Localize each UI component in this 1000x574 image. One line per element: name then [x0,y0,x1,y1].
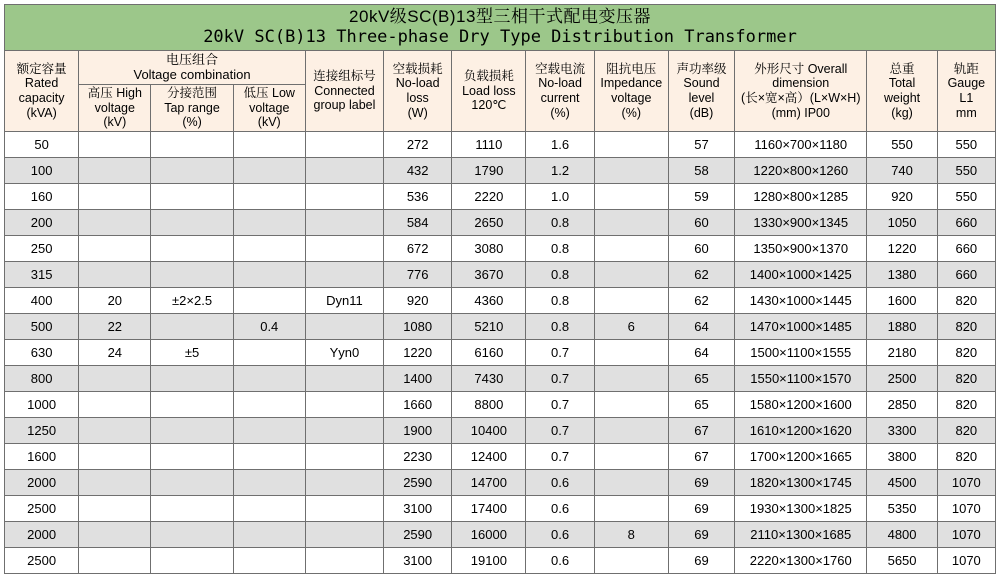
col-header-total-weight [867,51,937,132]
cell-hv [79,444,151,470]
title-row [5,5,996,51]
cell-noload-current: 0.8 [526,262,594,288]
no-load-current-unit: (%) [550,105,570,120]
cell-dimension: 1160×700×1180 [735,132,867,158]
cell-conn: Dyn11 [305,288,383,314]
cell-impedance [594,340,668,366]
sound-level-en: Sound level [683,76,720,106]
cell-hv [79,418,151,444]
table-row [5,340,996,366]
voltage-combination-cn: 电压组合 [166,52,219,68]
cell-capacity: 50 [5,132,79,158]
cell-noload-current: 0.8 [526,314,594,340]
cell-tap [151,496,233,522]
cell-gauge: 1070 [937,548,995,574]
table-row [5,470,996,496]
cell-dimension: 1580×1200×1600 [735,392,867,418]
cell-noload-loss: 3100 [384,548,452,574]
cell-load-loss: 4360 [452,288,526,314]
col-header-hv [79,84,151,131]
cell-conn [305,366,383,392]
cell-dimension: 1500×1100×1555 [735,340,867,366]
cell-capacity: 315 [5,262,79,288]
cell-lv [233,548,305,574]
cell-capacity: 2000 [5,522,79,548]
connection-label-cn: 连接组标号 [313,68,376,83]
cell-tap: ±5 [151,340,233,366]
table-row [5,496,996,522]
sound-level-unit: (dB) [689,105,714,120]
cell-weight: 550 [867,132,937,158]
cell-gauge: 1070 [937,522,995,548]
cell-tap [151,418,233,444]
cell-lv [233,340,305,366]
no-load-current-cn: 空载电流 [535,61,586,76]
cell-hv [79,236,151,262]
tap-range-cn: 分接范围 [167,85,218,100]
cell-hv [79,470,151,496]
overall-dimension-cn: 外形尺寸 Overall dimension [754,61,848,91]
hv-unit: (kV) [103,115,127,130]
cell-load-loss: 16000 [452,522,526,548]
tap-range-en: Tap range [164,100,220,115]
cell-dimension: 1700×1200×1665 [735,444,867,470]
cell-hv [79,132,151,158]
cell-lv [233,132,305,158]
cell-impedance [594,132,668,158]
table-row [5,262,996,288]
cell-weight: 1050 [867,210,937,236]
cell-gauge: 550 [937,184,995,210]
table-row [5,158,996,184]
cell-lv [233,288,305,314]
cell-weight: 5350 [867,496,937,522]
col-header-sound-level [668,51,734,132]
cell-lv [233,392,305,418]
cell-sound: 57 [668,132,734,158]
cell-noload-loss: 776 [384,262,452,288]
cell-noload-current: 0.8 [526,236,594,262]
no-load-loss-unit: (W) [407,105,428,120]
cell-impedance [594,366,668,392]
cell-tap [151,314,233,340]
cell-tap [151,392,233,418]
cell-noload-current: 0.7 [526,340,594,366]
cell-conn [305,262,383,288]
cell-lv [233,158,305,184]
cell-tap [151,236,233,262]
cell-lv [233,470,305,496]
cell-capacity: 250 [5,236,79,262]
cell-conn [305,314,383,340]
cell-tap [151,444,233,470]
no-load-current-en: No-load current [538,76,582,106]
voltage-combination-en: Voltage combination [133,67,251,83]
cell-dimension: 1610×1200×1620 [735,418,867,444]
cell-impedance [594,158,668,184]
cell-load-loss: 1110 [452,132,526,158]
cell-sound: 67 [668,444,734,470]
cell-capacity: 2500 [5,496,79,522]
col-header-no-load-current [526,51,594,132]
cell-capacity: 100 [5,158,79,184]
cell-weight: 2500 [867,366,937,392]
cell-sound: 65 [668,366,734,392]
cell-capacity: 1250 [5,418,79,444]
cell-weight: 1220 [867,236,937,262]
cell-dimension: 1930×1300×1825 [735,496,867,522]
cell-impedance [594,236,668,262]
cell-tap [151,158,233,184]
cell-weight: 920 [867,184,937,210]
cell-gauge: 820 [937,392,995,418]
cell-dimension: 1550×1100×1570 [735,366,867,392]
cell-hv [79,522,151,548]
cell-load-loss: 7430 [452,366,526,392]
lv-unit: (kV) [257,115,281,130]
cell-gauge: 820 [937,288,995,314]
cell-conn [305,548,383,574]
cell-noload-loss: 1080 [384,314,452,340]
no-load-loss-en: No-load loss [395,76,440,106]
col-header-overall-dimension [735,51,867,132]
cell-hv: 24 [79,340,151,366]
cell-load-loss: 14700 [452,470,526,496]
cell-hv [79,496,151,522]
col-header-lv [233,84,305,131]
total-weight-en: Total weight [883,76,921,106]
cell-lv [233,366,305,392]
cell-impedance [594,418,668,444]
cell-weight: 1600 [867,288,937,314]
cell-weight: 3800 [867,444,937,470]
cell-gauge: 1070 [937,470,995,496]
cell-sound: 64 [668,314,734,340]
cell-weight: 4500 [867,470,937,496]
col-header-voltage-combination [79,51,306,85]
cell-conn [305,496,383,522]
cell-impedance: 6 [594,314,668,340]
connection-label-en: Connected group label [313,83,376,113]
cell-dimension: 2220×1300×1760 [735,548,867,574]
impedance-voltage-cn: 阻抗电压 [606,61,657,76]
tap-range-unit: (%) [182,115,202,130]
gauge-unit-mm: mm [955,105,977,120]
cell-lv [233,262,305,288]
cell-noload-current: 0.8 [526,210,594,236]
cell-noload-loss: 1900 [384,418,452,444]
cell-dimension: 1280×800×1285 [735,184,867,210]
cell-load-loss: 8800 [452,392,526,418]
cell-dimension: 1430×1000×1445 [735,288,867,314]
cell-noload-current: 0.7 [526,444,594,470]
gauge-unit: L1 [959,91,974,106]
cell-gauge: 820 [937,418,995,444]
cell-conn [305,522,383,548]
col-header-load-loss [452,51,526,132]
cell-dimension: 1400×1000×1425 [735,262,867,288]
cell-gauge: 820 [937,366,995,392]
cell-dimension: 1330×900×1345 [735,210,867,236]
rated-capacity-unit: (kVA) [26,105,57,120]
cell-noload-current: 0.7 [526,392,594,418]
cell-weight: 1880 [867,314,937,340]
impedance-voltage-unit: (%) [621,105,641,120]
cell-gauge: 660 [937,236,995,262]
cell-noload-current: 0.8 [526,288,594,314]
sound-level-cn: 声功率级 [676,61,727,76]
header-row-1 [5,51,996,85]
load-loss-en: Load loss [462,83,516,98]
cell-hv [79,158,151,184]
cell-hv [79,262,151,288]
table-row [5,366,996,392]
cell-sound: 60 [668,210,734,236]
cell-dimension: 1470×1000×1485 [735,314,867,340]
cell-load-loss: 6160 [452,340,526,366]
table-row [5,314,996,340]
impedance-voltage-en: Impedance voltage [600,76,663,106]
cell-hv [79,184,151,210]
cell-load-loss: 5210 [452,314,526,340]
cell-conn: Yyn0 [305,340,383,366]
cell-weight: 1380 [867,262,937,288]
cell-conn [305,392,383,418]
cell-noload-current: 0.7 [526,366,594,392]
cell-impedance: 8 [594,522,668,548]
cell-capacity: 1600 [5,444,79,470]
cell-sound: 67 [668,418,734,444]
cell-noload-loss: 3100 [384,496,452,522]
gauge-cn: 轨距 [953,61,979,76]
cell-weight: 3300 [867,418,937,444]
cell-gauge: 660 [937,210,995,236]
cell-conn [305,470,383,496]
cell-noload-current: 1.2 [526,158,594,184]
cell-lv: 0.4 [233,314,305,340]
cell-capacity: 200 [5,210,79,236]
cell-noload-loss: 584 [384,210,452,236]
cell-impedance [594,470,668,496]
cell-noload-loss: 2590 [384,522,452,548]
cell-conn [305,418,383,444]
table-row [5,184,996,210]
cell-weight: 2180 [867,340,937,366]
cell-noload-loss: 1220 [384,340,452,366]
cell-load-loss: 3670 [452,262,526,288]
cell-tap [151,548,233,574]
col-header-impedance-voltage [594,51,668,132]
cell-conn [305,444,383,470]
cell-hv [79,392,151,418]
cell-impedance [594,392,668,418]
cell-sound: 62 [668,288,734,314]
cell-impedance [594,444,668,470]
cell-noload-loss: 2230 [384,444,452,470]
cell-capacity: 2000 [5,470,79,496]
cell-impedance [594,548,668,574]
cell-noload-loss: 920 [384,288,452,314]
table-row [5,522,996,548]
cell-gauge: 1070 [937,496,995,522]
cell-hv [79,366,151,392]
cell-tap [151,210,233,236]
table-row [5,392,996,418]
cell-impedance [594,496,668,522]
cell-gauge: 820 [937,340,995,366]
cell-weight: 2850 [867,392,937,418]
title-english: 20kV SC(B)13 Three-phase Dry Type Distribution Transformer [203,27,797,48]
cell-capacity: 500 [5,314,79,340]
cell-load-loss: 2220 [452,184,526,210]
cell-noload-loss: 536 [384,184,452,210]
table-row [5,210,996,236]
cell-load-loss: 10400 [452,418,526,444]
cell-capacity: 1000 [5,392,79,418]
table-row [5,548,996,574]
cell-noload-current: 1.0 [526,184,594,210]
cell-hv [79,210,151,236]
rated-capacity-en: Rated capacity [18,76,65,106]
cell-lv [233,522,305,548]
cell-weight: 4800 [867,522,937,548]
cell-sound: 69 [668,470,734,496]
cell-lv [233,444,305,470]
total-weight-unit: (kg) [891,105,913,120]
cell-hv: 20 [79,288,151,314]
cell-noload-current: 0.6 [526,522,594,548]
cell-conn [305,210,383,236]
cell-noload-current: 1.6 [526,132,594,158]
cell-impedance [594,210,668,236]
cell-gauge: 660 [937,262,995,288]
cell-conn [305,236,383,262]
cell-gauge: 820 [937,444,995,470]
cell-noload-current: 0.6 [526,548,594,574]
cell-lv [233,418,305,444]
cell-weight: 5650 [867,548,937,574]
cell-load-loss: 1790 [452,158,526,184]
cell-dimension: 2110×1300×1685 [735,522,867,548]
cell-lv [233,210,305,236]
cell-tap: ±2×2.5 [151,288,233,314]
cell-sound: 64 [668,340,734,366]
cell-lv [233,496,305,522]
overall-dimension-en: (长×宽×高）(L×W×H)(mm) IP00 [741,91,861,120]
rated-capacity-cn: 额定容量 [16,61,67,76]
cell-sound: 58 [668,158,734,184]
cell-capacity: 800 [5,366,79,392]
cell-sound: 60 [668,236,734,262]
total-weight-cn: 总重 [889,61,915,76]
table-row [5,418,996,444]
cell-gauge: 820 [937,314,995,340]
cell-noload-loss: 1660 [384,392,452,418]
gauge-en: Gauge [947,76,986,91]
cell-tap [151,132,233,158]
table-row [5,236,996,262]
cell-capacity: 400 [5,288,79,314]
cell-dimension: 1820×1300×1745 [735,470,867,496]
cell-sound: 69 [668,496,734,522]
cell-capacity: 630 [5,340,79,366]
cell-conn [305,184,383,210]
cell-noload-current: 0.6 [526,470,594,496]
no-load-loss-cn: 空载损耗 [392,61,443,76]
cell-noload-loss: 432 [384,158,452,184]
cell-dimension: 1220×800×1260 [735,158,867,184]
lv-label: 低压 Low voltage [243,85,295,115]
cell-capacity: 160 [5,184,79,210]
cell-noload-current: 0.6 [526,496,594,522]
cell-sound: 62 [668,262,734,288]
cell-gauge: 550 [937,132,995,158]
cell-load-loss: 2650 [452,210,526,236]
cell-noload-loss: 672 [384,236,452,262]
cell-sound: 69 [668,548,734,574]
title-chinese: 20kV级SC(B)13型三相干式配电变压器 [349,7,651,26]
cell-conn [305,132,383,158]
col-header-tap-range [151,84,233,131]
cell-noload-current: 0.7 [526,418,594,444]
col-header-no-load-loss [384,51,452,132]
cell-load-loss: 19100 [452,548,526,574]
table-row [5,132,996,158]
cell-sound: 65 [668,392,734,418]
cell-noload-loss: 272 [384,132,452,158]
transformer-spec-table [4,4,996,574]
table-row [5,444,996,470]
cell-tap [151,262,233,288]
col-header-rated-capacity [5,51,79,132]
cell-impedance [594,184,668,210]
hv-label: 高压 High voltage [87,85,142,115]
load-loss-unit: 120℃ [471,98,507,113]
cell-tap [151,470,233,496]
cell-gauge: 550 [937,158,995,184]
cell-tap [151,522,233,548]
cell-noload-loss: 2590 [384,470,452,496]
cell-dimension: 1350×900×1370 [735,236,867,262]
col-header-gauge [937,51,995,132]
cell-weight: 740 [867,158,937,184]
table-row [5,288,996,314]
cell-load-loss: 3080 [452,236,526,262]
cell-sound: 69 [668,522,734,548]
cell-impedance [594,262,668,288]
cell-sound: 59 [668,184,734,210]
cell-noload-loss: 1400 [384,366,452,392]
cell-tap [151,366,233,392]
cell-hv [79,548,151,574]
cell-conn [305,158,383,184]
cell-impedance [594,288,668,314]
cell-hv: 22 [79,314,151,340]
cell-lv [233,184,305,210]
cell-tap [151,184,233,210]
col-header-connection-label [305,51,383,132]
cell-capacity: 2500 [5,548,79,574]
load-loss-cn: 负载损耗 [463,68,514,83]
cell-load-loss: 17400 [452,496,526,522]
cell-lv [233,236,305,262]
cell-load-loss: 12400 [452,444,526,470]
